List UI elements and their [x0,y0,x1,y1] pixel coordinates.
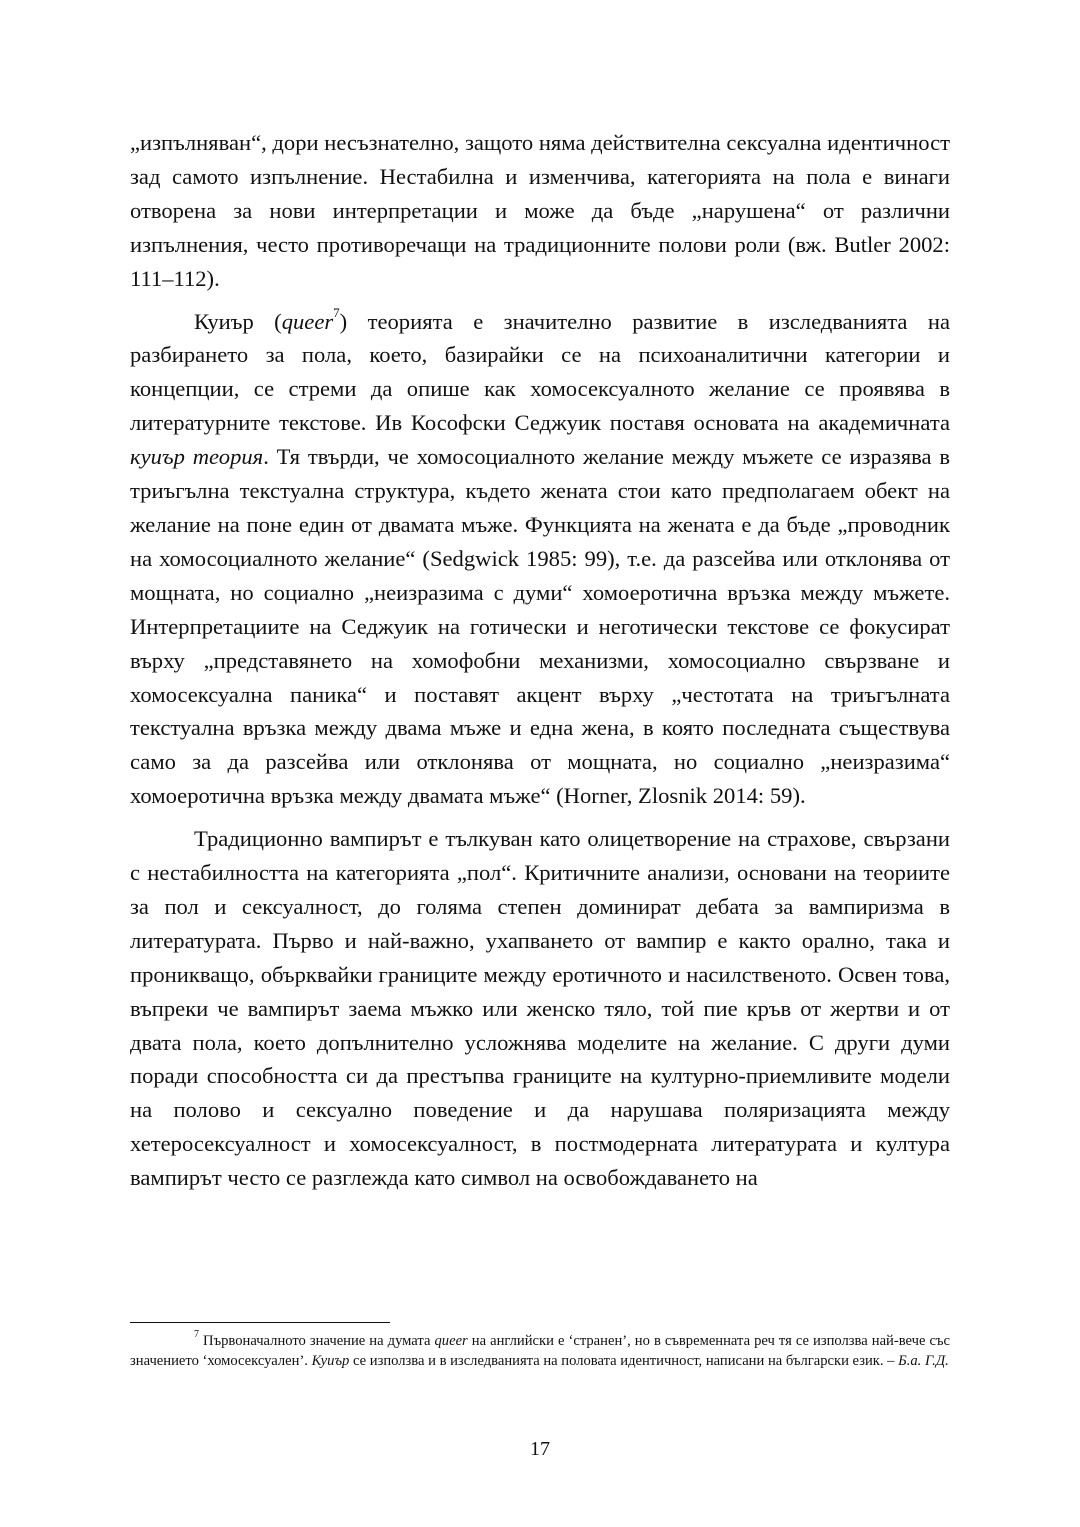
page-body [130,126,950,1195]
footnote-number: 7 [194,1329,199,1341]
footnote-signature: Б.а. Г.Д. [898,1353,949,1369]
paragraph-2 [130,305,950,814]
footnote-divider [130,1322,390,1323]
page-number: 17 [530,1438,550,1460]
footnote-part1: Първоначалното значение на думата [199,1333,435,1349]
footnote-italic-term: Куиър [311,1353,350,1369]
footnote-7 [130,1331,950,1371]
footnote-part2: на английски е ‘странен’, но в съвременната реч тя се използва най-вече със значението ‘хомосексуален’. [130,1333,950,1369]
paragraph-1: „изпълняван“, дори несъзнателно, защото няма действителна сексуална идентичност зад самото изпълнение. Нестабилна и изменчива, категорията на пола е винаги отворена за нови интерпретации и може да бъде „нарушена“ от различни изпълнения, често противоречащи на традиционните полови роли (вж. Butler 2002: 111–112). [130,130,950,291]
queer-theory-term: куиър теория [130,444,264,470]
paragraph-2-part1: ) теорията е значително развитие в изследванията на разбирането за пола, което, базирайки се на психоаналитични категории и концепции, се стреми да опише как хомосексуалното желание се проявява в литературните текстове. Ив Кософски Седжуик поставя основата на академичната [130,308,950,436]
footnote-part3: се използва и в изследванията на половата идентичност, написани на български език. – [349,1353,899,1369]
paragraph-3: Традиционно вампирът е тълкуван като олицетворение на страхове, свързани с нестабилността на категорията „пол“. Критичните анализи, основани на теориите за пол и сексуалност, до голяма степен доминират дебата за вампиризма в литературата. Първо и най-важно, ухапването от вампир е както орално, така и проникващо, обърквайки границите между еротичното и насилственото. Освен това, въпреки че вампирът заема мъжко или женско тяло, той пие кръв от жертви и от двата пола, което допълнително усложнява моделите на желание. С други думи поради способността си да престъпва границите на културно-приемливите модели на полово и сексуално поведение и да нарушава поляризацията между хетеросексуалност и хомосексуалност, в постмодерната литературата и култура вампирът често се разглежда като символ на освобождаването на [130,826,950,1191]
footnote-ref-7: 7 [333,305,340,320]
queer-term: queer [281,308,334,334]
paragraph-2-lead: Куиър ( [194,308,282,334]
paragraph-2-part2: . Тя твърди, че хомосоциалното желание между мъжете се изразява в триъгълна текстуална структура, където жената стои като предполагаем обект на желание на поне един от двамата мъже. Функцията на жената е да бъде „проводник на хомосоциалното желание“ (Sedgwick 1985: 99), т.е. да разсейва или отклонява от мощната, но социално „неизразима с думи“ хомоеротична връзка между мъжете. Интерпретациите на Седжуик на готически и неготически текстове се фокусират върху „представянето на хомофобни механизми, хомосоциално свързване и хомосексуална паника“ и поставят акцент върху „честотата на триъгълната текстуална връзка между двама мъже и една жена, в която последната съществува само за да разсейва или отклонява от мощната, но социално „неизразима“ хомоеротична връзка между двамата мъже“ (Horner, Zlosnik 2014: 59). [130,444,950,809]
footnote-term: queer [434,1333,468,1349]
